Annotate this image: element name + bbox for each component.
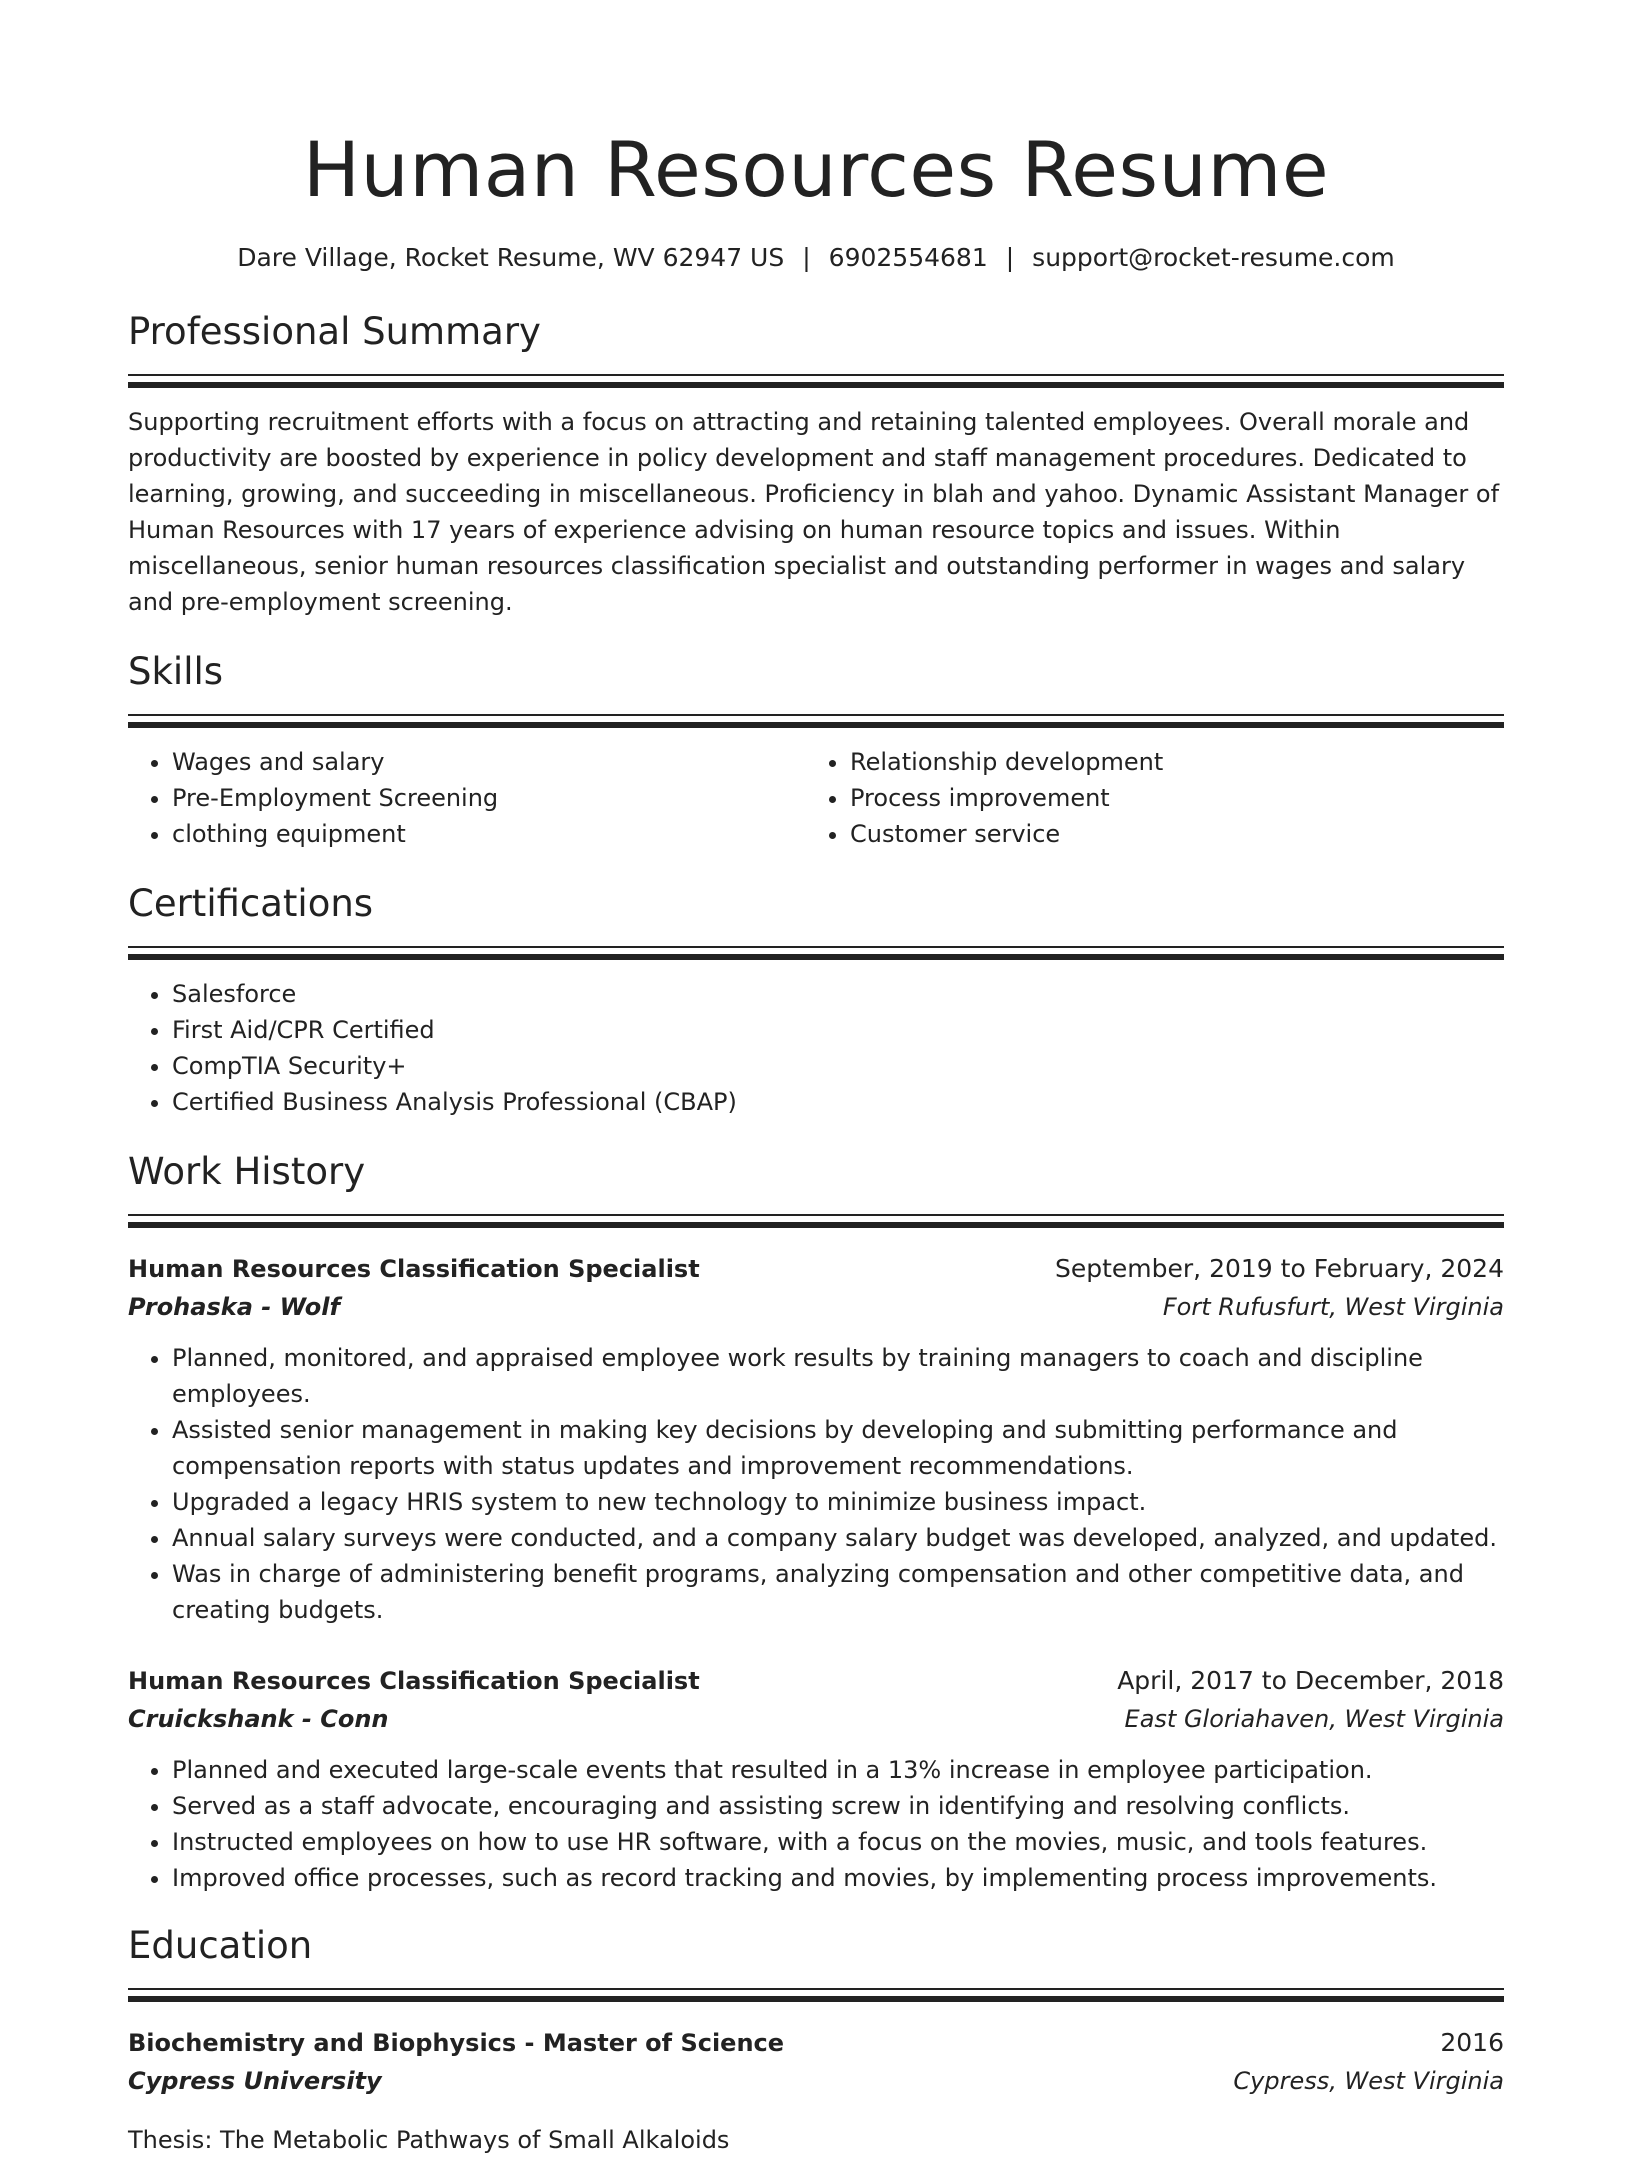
skill-item: • Pre-Employment Screening [172, 780, 806, 816]
job-header-row [128, 1662, 1504, 1700]
certification-item: • Salesforce [172, 976, 1504, 1012]
job-dates: September, 2019 to February, 2024 [1055, 1254, 1504, 1283]
skill-item: • clothing equipment [172, 816, 806, 852]
job-dates: April, 2017 to December, 2018 [1117, 1666, 1504, 1695]
job-entry [128, 1250, 1504, 1628]
education-heading: Education [128, 1924, 313, 1967]
section-divider [128, 1988, 1504, 1990]
job-bullet: • Was in charge of administering benefit programs, analyzing compensation and other competitive data, and creating budgets. [172, 1556, 1504, 1628]
email-text: support@rocket-resume.com [1032, 243, 1395, 272]
resume-title: Human Resources Resume [302, 125, 1330, 214]
job-company: Cruickshank - Conn [128, 1705, 389, 1733]
job-entry [128, 1662, 1504, 1896]
summary-text: Supporting recruitment efforts with a focus on attracting and retaining talented employees. Overall morale and productivity are boosted by experience in policy development and staff management procedures. Dedicated to learning, growing, and succeeding in miscellaneous. Proficiency in blah and yahoo. Dynamic Assistant Manager of Human Resources with 17 years of experience advising on human resource topics and issues. Within miscellaneous, senior human resources classification specialist and outstanding performer in wages and salary and pre-employment screening. [128, 408, 1500, 616]
education-header-row [128, 2024, 1504, 2062]
education-year: 2016 [1440, 2028, 1504, 2057]
phone-text: 6902554681 [828, 243, 988, 272]
certification-item: • Certified Business Analysis Professional (CBAP) [172, 1084, 1504, 1120]
section-divider-thick [128, 954, 1504, 960]
section-divider-thick [128, 722, 1504, 728]
certification-item: • CompTIA Security+ [172, 1048, 1504, 1084]
summary-heading: Professional Summary [128, 310, 541, 353]
contact-line [128, 242, 1504, 274]
job-role: Human Resources Classification Specialist [128, 1667, 700, 1695]
education-description: Thesis: The Metabolic Pathways of Small Alkaloids [128, 2126, 730, 2154]
section-divider [128, 714, 1504, 716]
resume-page [128, 0, 1504, 2158]
work-history-heading: Work History [128, 1150, 366, 1193]
job-bullet: • Served as a staff advocate, encouraging and assisting screw in identifying and resolving conflicts. [172, 1788, 1504, 1824]
job-role: Human Resources Classification Specialist [128, 1255, 700, 1283]
job-location: Fort Rufusfurt, West Virginia [1162, 1293, 1504, 1321]
skill-item: • Relationship development [850, 744, 1484, 780]
skills-section [128, 650, 1504, 852]
education-entry [128, 2024, 1504, 2158]
section-divider [128, 946, 1504, 948]
skills-grid [128, 744, 1504, 852]
job-company-row [128, 1700, 1504, 1738]
job-bullet: • Upgraded a legacy HRIS system to new technology to minimize business impact. [172, 1484, 1504, 1520]
job-location: East Gloriahaven, West Virginia [1124, 1705, 1504, 1733]
certification-item: • First Aid/CPR Certified [172, 1012, 1504, 1048]
job-bullet: • Assisted senior management in making key decisions by developing and submitting performance and compensation reports with status updates and improvement recommendations. [172, 1412, 1504, 1484]
education-location: Cypress, West Virginia [1233, 2067, 1504, 2095]
certifications-list [128, 976, 1504, 1120]
contact-separator: | [1005, 243, 1015, 272]
skill-item: • Process improvement [850, 780, 1484, 816]
job-bullet: • Annual salary surveys were conducted, and a company salary budget was developed, analyzed, and updated. [172, 1520, 1504, 1556]
section-divider-thick [128, 1222, 1504, 1228]
certifications-heading: Certifications [128, 882, 374, 925]
job-bullets [128, 1752, 1504, 1896]
certifications-section [128, 882, 1504, 1120]
job-company: Prohaska - Wolf [128, 1293, 340, 1321]
job-bullet: • Instructed employees on how to use HR software, with a focus on the movies, music, and tools features. [172, 1824, 1504, 1860]
job-company-row [128, 1288, 1504, 1326]
section-divider [128, 374, 1504, 376]
section-divider-thick [128, 382, 1504, 388]
job-bullet: • Planned, monitored, and appraised employee work results by training managers to coach and discipline employees. [172, 1340, 1504, 1412]
education-school: Cypress University [128, 2067, 382, 2095]
skill-item: • Wages and salary [172, 744, 806, 780]
skill-item: • Customer service [850, 816, 1484, 852]
job-header-row [128, 1250, 1504, 1288]
education-school-row [128, 2062, 1504, 2100]
education-degree: Biochemistry and Biophysics - Master of Science [128, 2029, 785, 2057]
skills-heading: Skills [128, 650, 224, 693]
summary-section [128, 310, 1504, 620]
contact-separator: | [802, 243, 811, 272]
section-divider [128, 1214, 1504, 1216]
education-section [128, 1924, 1504, 2158]
job-bullets [128, 1340, 1504, 1628]
work-history-section [128, 1150, 1504, 1896]
address-text: Dare Village, Rocket Resume, WV 62947 US [237, 243, 785, 272]
section-divider-thick [128, 1996, 1504, 2002]
skills-list-right [806, 744, 1484, 852]
job-bullet: • Planned and executed large-scale events that resulted in a 13% increase in employee participation. [172, 1752, 1504, 1788]
job-bullet: • Improved office processes, such as record tracking and movies, by implementing process improvements. [172, 1860, 1504, 1896]
skills-list-left [128, 744, 806, 852]
